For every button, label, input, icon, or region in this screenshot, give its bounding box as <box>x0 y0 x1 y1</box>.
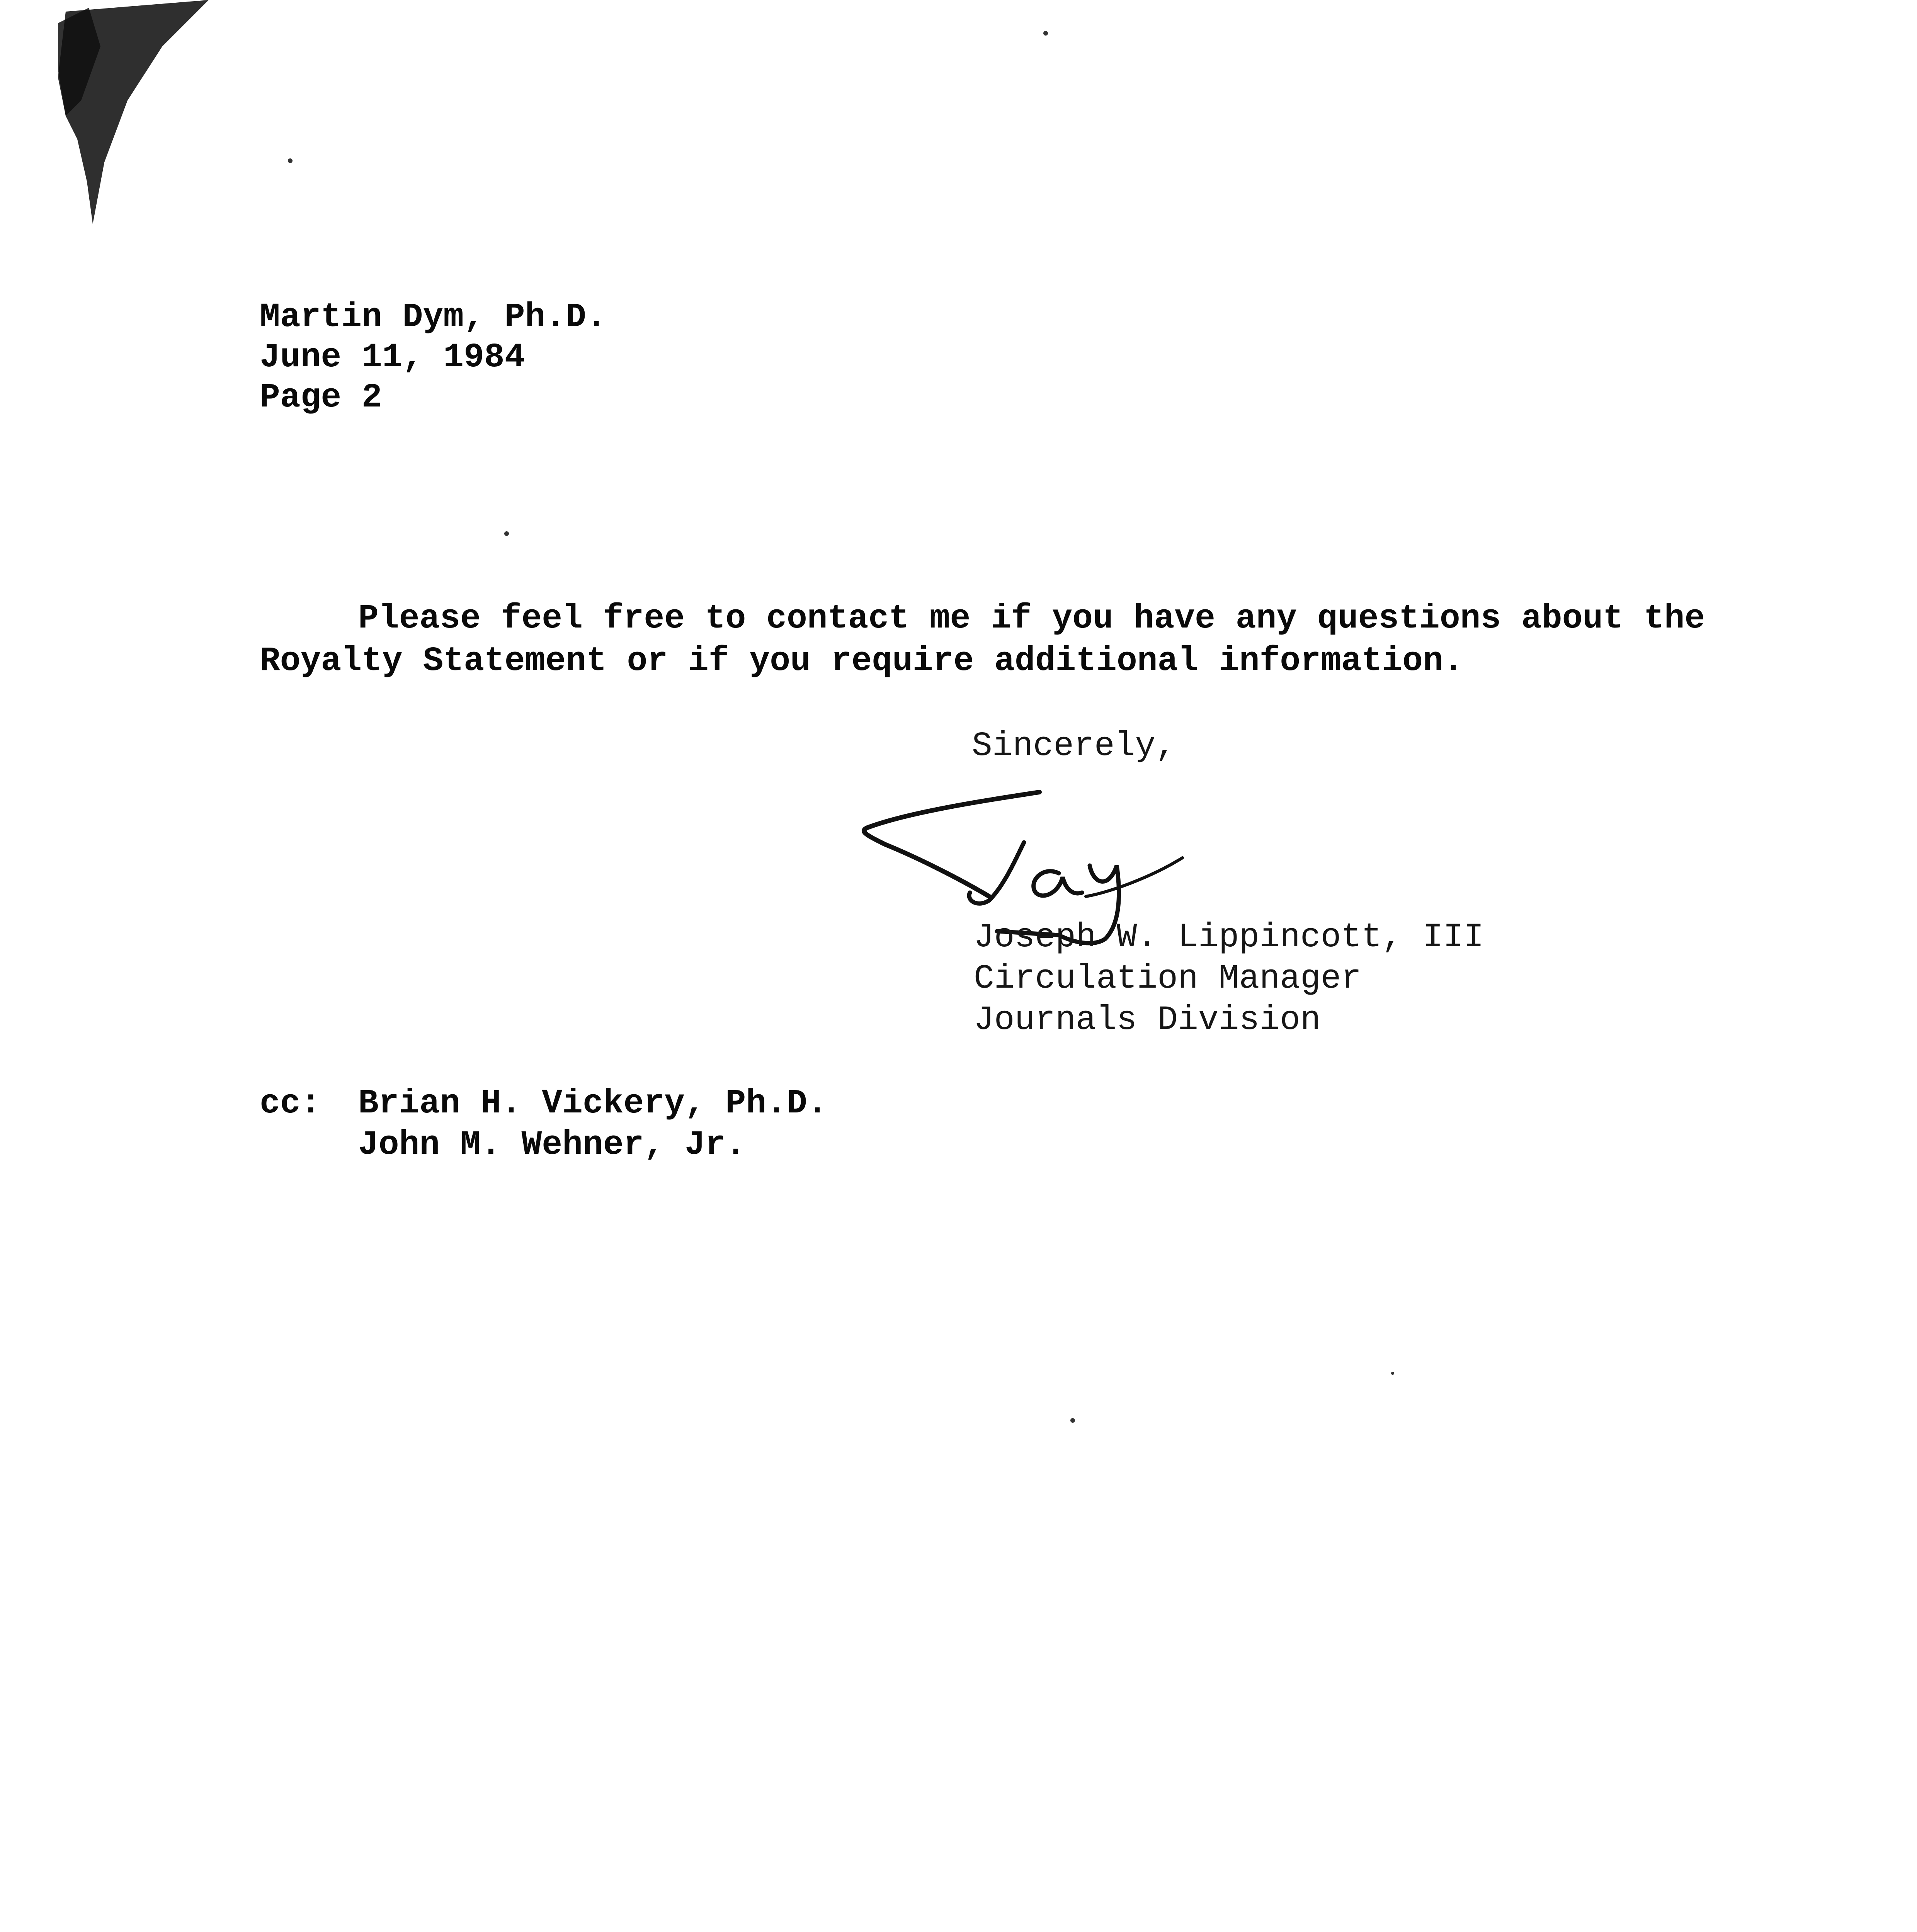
scan-smudge-decoration <box>0 0 240 240</box>
signatory-division: Journals Division <box>974 1001 1321 1039</box>
scan-speck <box>1043 31 1048 36</box>
cc-recipient-2: John M. Wehner, Jr. <box>358 1126 746 1164</box>
scan-speck <box>504 531 509 536</box>
letter-date: June 11, 1984 <box>260 338 525 377</box>
page-number: Page 2 <box>260 379 382 417</box>
cc-recipient-1: Brian H. Vickery, Ph.D. <box>358 1085 828 1123</box>
recipient-name: Martin Dym, Ph.D. <box>260 298 607 337</box>
body-line-1: Please feel free to contact me if you have any questions about the <box>358 600 1705 638</box>
cc-label: cc: <box>260 1085 321 1123</box>
scan-speck <box>1070 1418 1075 1423</box>
closing-salutation: Sincerely, <box>972 727 1176 765</box>
signatory-name: Joseph W. Lippincott, III <box>974 918 1484 957</box>
scan-speck <box>288 158 293 163</box>
scan-speck <box>1391 1372 1394 1375</box>
body-line-2: Royalty Statement or if you require additional information. <box>260 642 1464 680</box>
signatory-title: Circulation Manager <box>974 960 1362 998</box>
